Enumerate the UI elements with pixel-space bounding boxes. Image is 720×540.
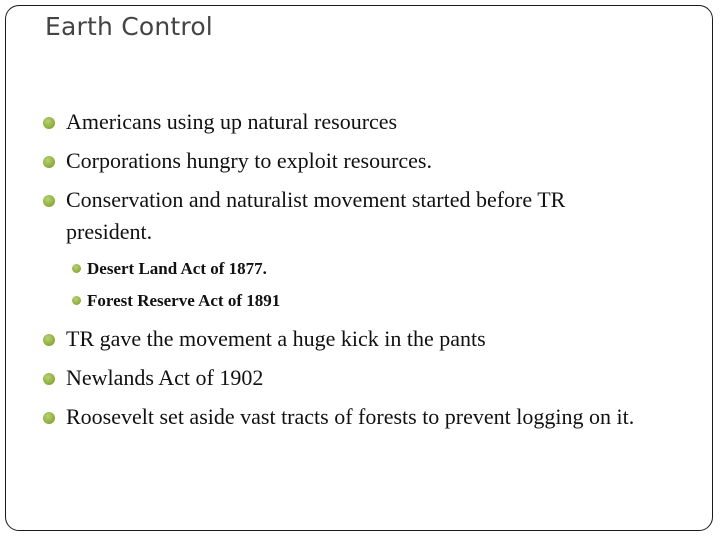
bullet-item	[66, 106, 666, 138]
bullet-dot-icon	[43, 412, 55, 424]
slide-title: Earth Control	[45, 12, 213, 41]
sub-bullet-text: Desert Land Act of 1877.	[87, 259, 267, 278]
sub-bullet-item	[87, 290, 280, 312]
bullet-dot-icon	[43, 117, 55, 129]
bullet-text: TR gave the movement a huge kick in the pants	[66, 326, 486, 351]
bullet-text: Americans using up natural resources	[66, 109, 398, 134]
bullet-dot-icon	[43, 373, 55, 385]
bullet-text: Newlands Act of 1902	[66, 365, 264, 390]
bullet-text: Corporations hungry to exploit resources.	[66, 148, 432, 173]
bullet-text: Roosevelt set aside vast tracts of forests to prevent logging on it.	[66, 404, 635, 429]
bullet-item	[66, 145, 666, 177]
bullet-dot-icon	[43, 334, 55, 346]
bullet-item	[66, 184, 651, 248]
bullet-text: Conservation and naturalist movement started before TR president.	[66, 187, 566, 244]
sub-bullet-item	[87, 258, 267, 280]
bullet-dot-icon	[43, 156, 55, 168]
bullet-item	[66, 362, 666, 394]
sub-bullet-text: Forest Reserve Act of 1891	[87, 291, 281, 310]
bullet-dot-icon	[72, 264, 81, 273]
bullet-dot-icon	[43, 195, 55, 207]
bullet-dot-icon	[72, 296, 81, 305]
bullet-item	[66, 401, 666, 433]
bullet-item	[66, 323, 666, 355]
